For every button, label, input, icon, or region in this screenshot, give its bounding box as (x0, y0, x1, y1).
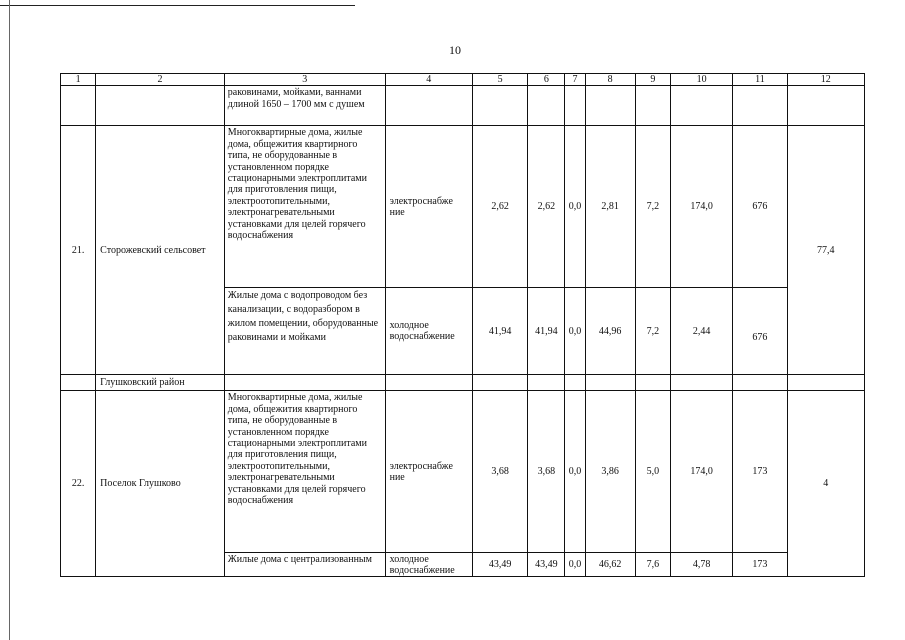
housing-description: Жилые дома с централизованным (224, 553, 385, 577)
header-cell: 6 (528, 74, 565, 86)
top-rule (0, 5, 355, 6)
value-cell: 2,62 (528, 126, 565, 288)
value-cell: 7,6 (635, 553, 670, 577)
district-row (61, 375, 865, 391)
value-cell: 3,86 (585, 391, 635, 553)
service-type: электроснабже ние (385, 391, 472, 553)
table-row (61, 126, 865, 288)
value-cell: 41,94 (528, 288, 565, 375)
header-cell: 10 (670, 74, 732, 86)
value-cell: 44,96 (585, 288, 635, 375)
service-type: холодное водоснабжение (385, 553, 472, 577)
value-cell: 676 (733, 126, 787, 288)
header-cell: 9 (635, 74, 670, 86)
value-cell: 174,0 (670, 391, 732, 553)
value-cell: 2,44 (670, 288, 732, 375)
value-cell: 43,49 (528, 553, 565, 577)
header-cell: 2 (96, 74, 225, 86)
header-cell: 3 (224, 74, 385, 86)
value-cell: 2,81 (585, 126, 635, 288)
value-cell: 3,68 (528, 391, 565, 553)
header-cell: 11 (733, 74, 787, 86)
settlement-name: Сторожевский сельсовет (96, 126, 225, 375)
header-cell: 7 (565, 74, 585, 86)
value-cell: 2,62 (473, 126, 528, 288)
settlement-name: Поселок Глушково (96, 391, 225, 577)
header-cell: 12 (787, 74, 864, 86)
row-number: 22. (61, 391, 96, 577)
value-cell: 0,0 (565, 126, 585, 288)
value-cell: 173 (733, 553, 787, 577)
row-number: 21. (61, 126, 96, 375)
value-cell: 0,0 (565, 391, 585, 553)
value-cell: 676 (733, 288, 787, 375)
value-cell: 174,0 (670, 126, 732, 288)
service-type: холодное водоснабжение (385, 288, 472, 375)
service-type: электроснабже ние (385, 126, 472, 288)
housing-description: Многоквартирные дома, жилые дома, общежития квартирного типа, не оборудованные в установленном порядке стационарными электроплитами для приготовления пищи, электроотопительными, электронагревательными установками для целей горячего водоснабжения (224, 391, 385, 553)
district-name: Глушковский район (96, 375, 225, 391)
header-row (61, 74, 865, 86)
value-cell: 46,62 (585, 553, 635, 577)
header-cell: 4 (385, 74, 472, 86)
table-row (61, 391, 865, 553)
value-cell: 77,4 (787, 126, 864, 375)
page-number: 10 (449, 43, 461, 57)
continuation-row (61, 86, 865, 126)
housing-description: Жилые дома с водопроводом без канализации, с водоразбором в жилом помещении, оборудованные раковинами и мойками (224, 288, 385, 375)
scan-edge-line (9, 0, 10, 640)
value-cell: 0,0 (565, 288, 585, 375)
value-cell: 173 (733, 391, 787, 553)
value-cell: 3,68 (473, 391, 528, 553)
value-cell: 7,2 (635, 126, 670, 288)
housing-description: раковинами, мойками, ваннами длиной 1650 – 1700 мм с душем (224, 86, 385, 126)
value-cell: 43,49 (473, 553, 528, 577)
header-cell: 1 (61, 74, 96, 86)
header-cell: 5 (473, 74, 528, 86)
value-cell: 7,2 (635, 288, 670, 375)
value-cell: 0,0 (565, 553, 585, 577)
value-cell: 41,94 (473, 288, 528, 375)
tariff-table (60, 73, 865, 577)
value-cell: 5,0 (635, 391, 670, 553)
value-cell: 4 (787, 391, 864, 577)
housing-description: Многоквартирные дома, жилые дома, общежития квартирного типа, не оборудованные в установленном порядке стационарными электроплитами для приготовления пищи, электроотопительными, электронагревательными установками для целей горячего водоснабжения (224, 126, 385, 288)
value-cell: 4,78 (670, 553, 732, 577)
header-cell: 8 (585, 74, 635, 86)
